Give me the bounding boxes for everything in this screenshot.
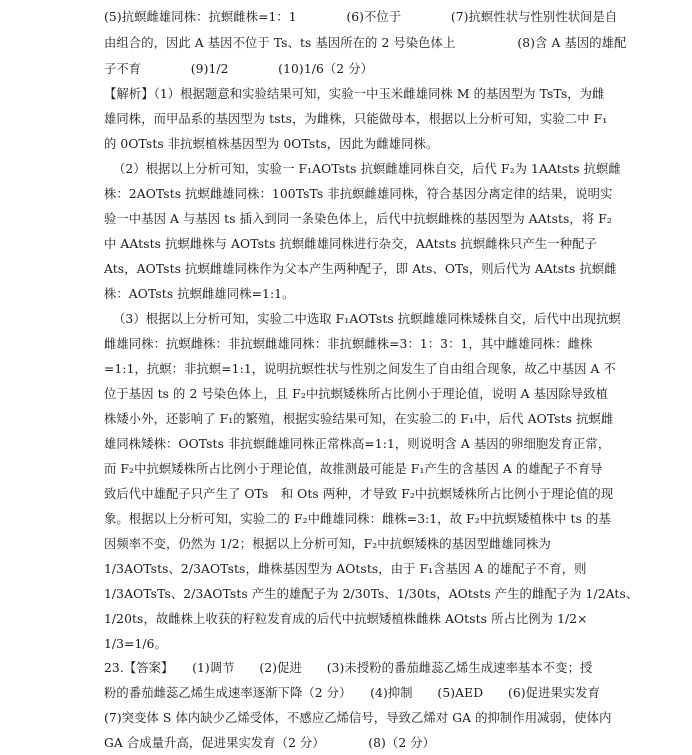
text-line: 1/3AOTsts、2/3AOTsts，雌株基因型为 AOtsts，由于 F₁含基因 A 的雄配子不育，则: [104, 562, 587, 576]
text-line: Ats，AOTsts 抗螟雌雄同株作为父本产生两种配子，即 Ats、OTs，则后代为 AAtsts 抗螟雌: [104, 262, 617, 276]
text-line: (7)突变体 S 体内缺少乙烯受体，不感应乙烯信号，导致乙烯对 GA 的抑制作用减弱，使体内: [104, 711, 612, 725]
text-line: 而 F₂中抗螟矮株所占比例小于理论值，故推测最可能是 F₁产生的含基因 A 的雄配子不育导: [104, 462, 603, 476]
text-line: 位于基因 ts 的 2 号染色体上，且 F₂中抗螟矮株所占比例小于理论值，说明 A 基因除导致植: [104, 387, 608, 401]
text-line: 雄同株矮株：OOTsts 非抗螟雌雄同株正常株高=1:1，则说明含 A 基因的卵细胞发育正常，: [104, 437, 611, 451]
text-line: GA 合成量升高，促进果实发育（2 分） (8)（2 分）: [104, 736, 436, 750]
text-line: =1:1，抗螟：非抗螟=1:1，说明抗螟性状与性别之间发生了自由组合现象，故乙中基因 A 不: [104, 362, 616, 376]
text-line: 子不育 (9)1/2 (10)1/6（2 分）: [104, 62, 374, 76]
text-line: 株：2AOTsts 抗螟雌雄同株：100TsTs 非抗螟雌雄同株，符合基因分离定律的结果，说明实: [104, 187, 613, 201]
text-line: 雄同株，而甲品系的基因型为 tsts，为雌株，只能做母本，根据以上分析可知，实验二中 F₁: [104, 112, 608, 126]
text-line: 雌雄同株：抗螟雌株：非抗螟雌雄同株：非抗螟雌株=3：1：3：1，其中雌雄同株：雌株: [104, 337, 593, 351]
text-line: 株矮小外，还影响了 F₁的繁殖，根据实验结果可知，在实验二的 F₁中，后代 AOTsts 抗螟雌: [104, 412, 614, 426]
text-line: 象。根据以上分析可知，实验二的 F₂中雌雄同株：雌株=3:1，故 F₂中抗螟矮植株中 ts 的基: [104, 512, 611, 526]
text-line: （2）根据以上分析可知，实验一 F₁AOTsts 抗螟雌雄同株自交，后代 F₂为 1AAtsts 抗螟雌: [113, 162, 621, 176]
text-line: 由组合的，因此 A 基因不位于 Ts、ts 基因所在的 2 号染色体上 (8)含 A 基因的雄配: [104, 36, 627, 50]
text-line: （3）根据以上分析可知，实验二中选取 F₁AOTsts 抗螟雌雄同株矮株自交，后代中出现抗螟: [113, 312, 621, 326]
text-line: (5)抗螟雌雄同株：抗螟雌株=1：1 (6)不位于 (7)抗螟性状与性别性状间是自: [104, 10, 618, 24]
text-line: 株：AOTsts 抗螟雌雄同株=1:1。: [104, 287, 295, 301]
answer-heading-line: 23.【答案】 (1)调节 (2)促进 (3)未授粉的番茄雌蕊乙烯生成速率基本不变；授: [104, 661, 593, 675]
text-line: 的 0OTsts 非抗螟植株基因型为 0OTsts，因此为雌雄同株。: [104, 137, 439, 151]
text-line: 粉的番茄雌蕊乙烯生成速率逐渐下降（2 分） (4)抑制 (5)AED (6)促进果实发育: [104, 686, 601, 700]
analysis-heading-line: 【解析】（1）根据题意和实验结果可知，实验一中玉米雌雄同株 M 的基因型为 TsTs，为雌: [104, 87, 605, 101]
text-line: 因频率不变，仍然为 1/2；根据以上分析可知，F₂中抗螟矮株的基因型雌雄同株为: [104, 537, 551, 551]
text-line: 验一中基因 A 与基因 ts 插入到同一条染色体上，后代中抗螟雌株的基因型为 AAtsts，将 F₂: [104, 212, 612, 226]
text-line: 1/3AOTsTs、2/3AOTsts 产生的雄配子为 2/30Ts、1/30ts，AOtsts 产生的雌配子为 1/2Ats、: [104, 587, 639, 601]
text-line: 1/3=1/6。: [104, 637, 167, 651]
text-line: 1/20ts，故雌株上收获的籽粒发育成的后代中抗螟矮植株雌株 AOtsts 所占比例为 1/2×: [104, 612, 588, 626]
text-line: 致后代中雄配子只产生了 OTs 和 Ots 两种，才导致 F₂中抗螟矮株所占比例小于理论值的现: [104, 487, 614, 501]
text-line: 中 AAtsts 抗螟雌株与 AOTsts 抗螟雌雄同株进行杂交，AAtsts 抗螟雌株只产生一种配子: [104, 237, 597, 251]
